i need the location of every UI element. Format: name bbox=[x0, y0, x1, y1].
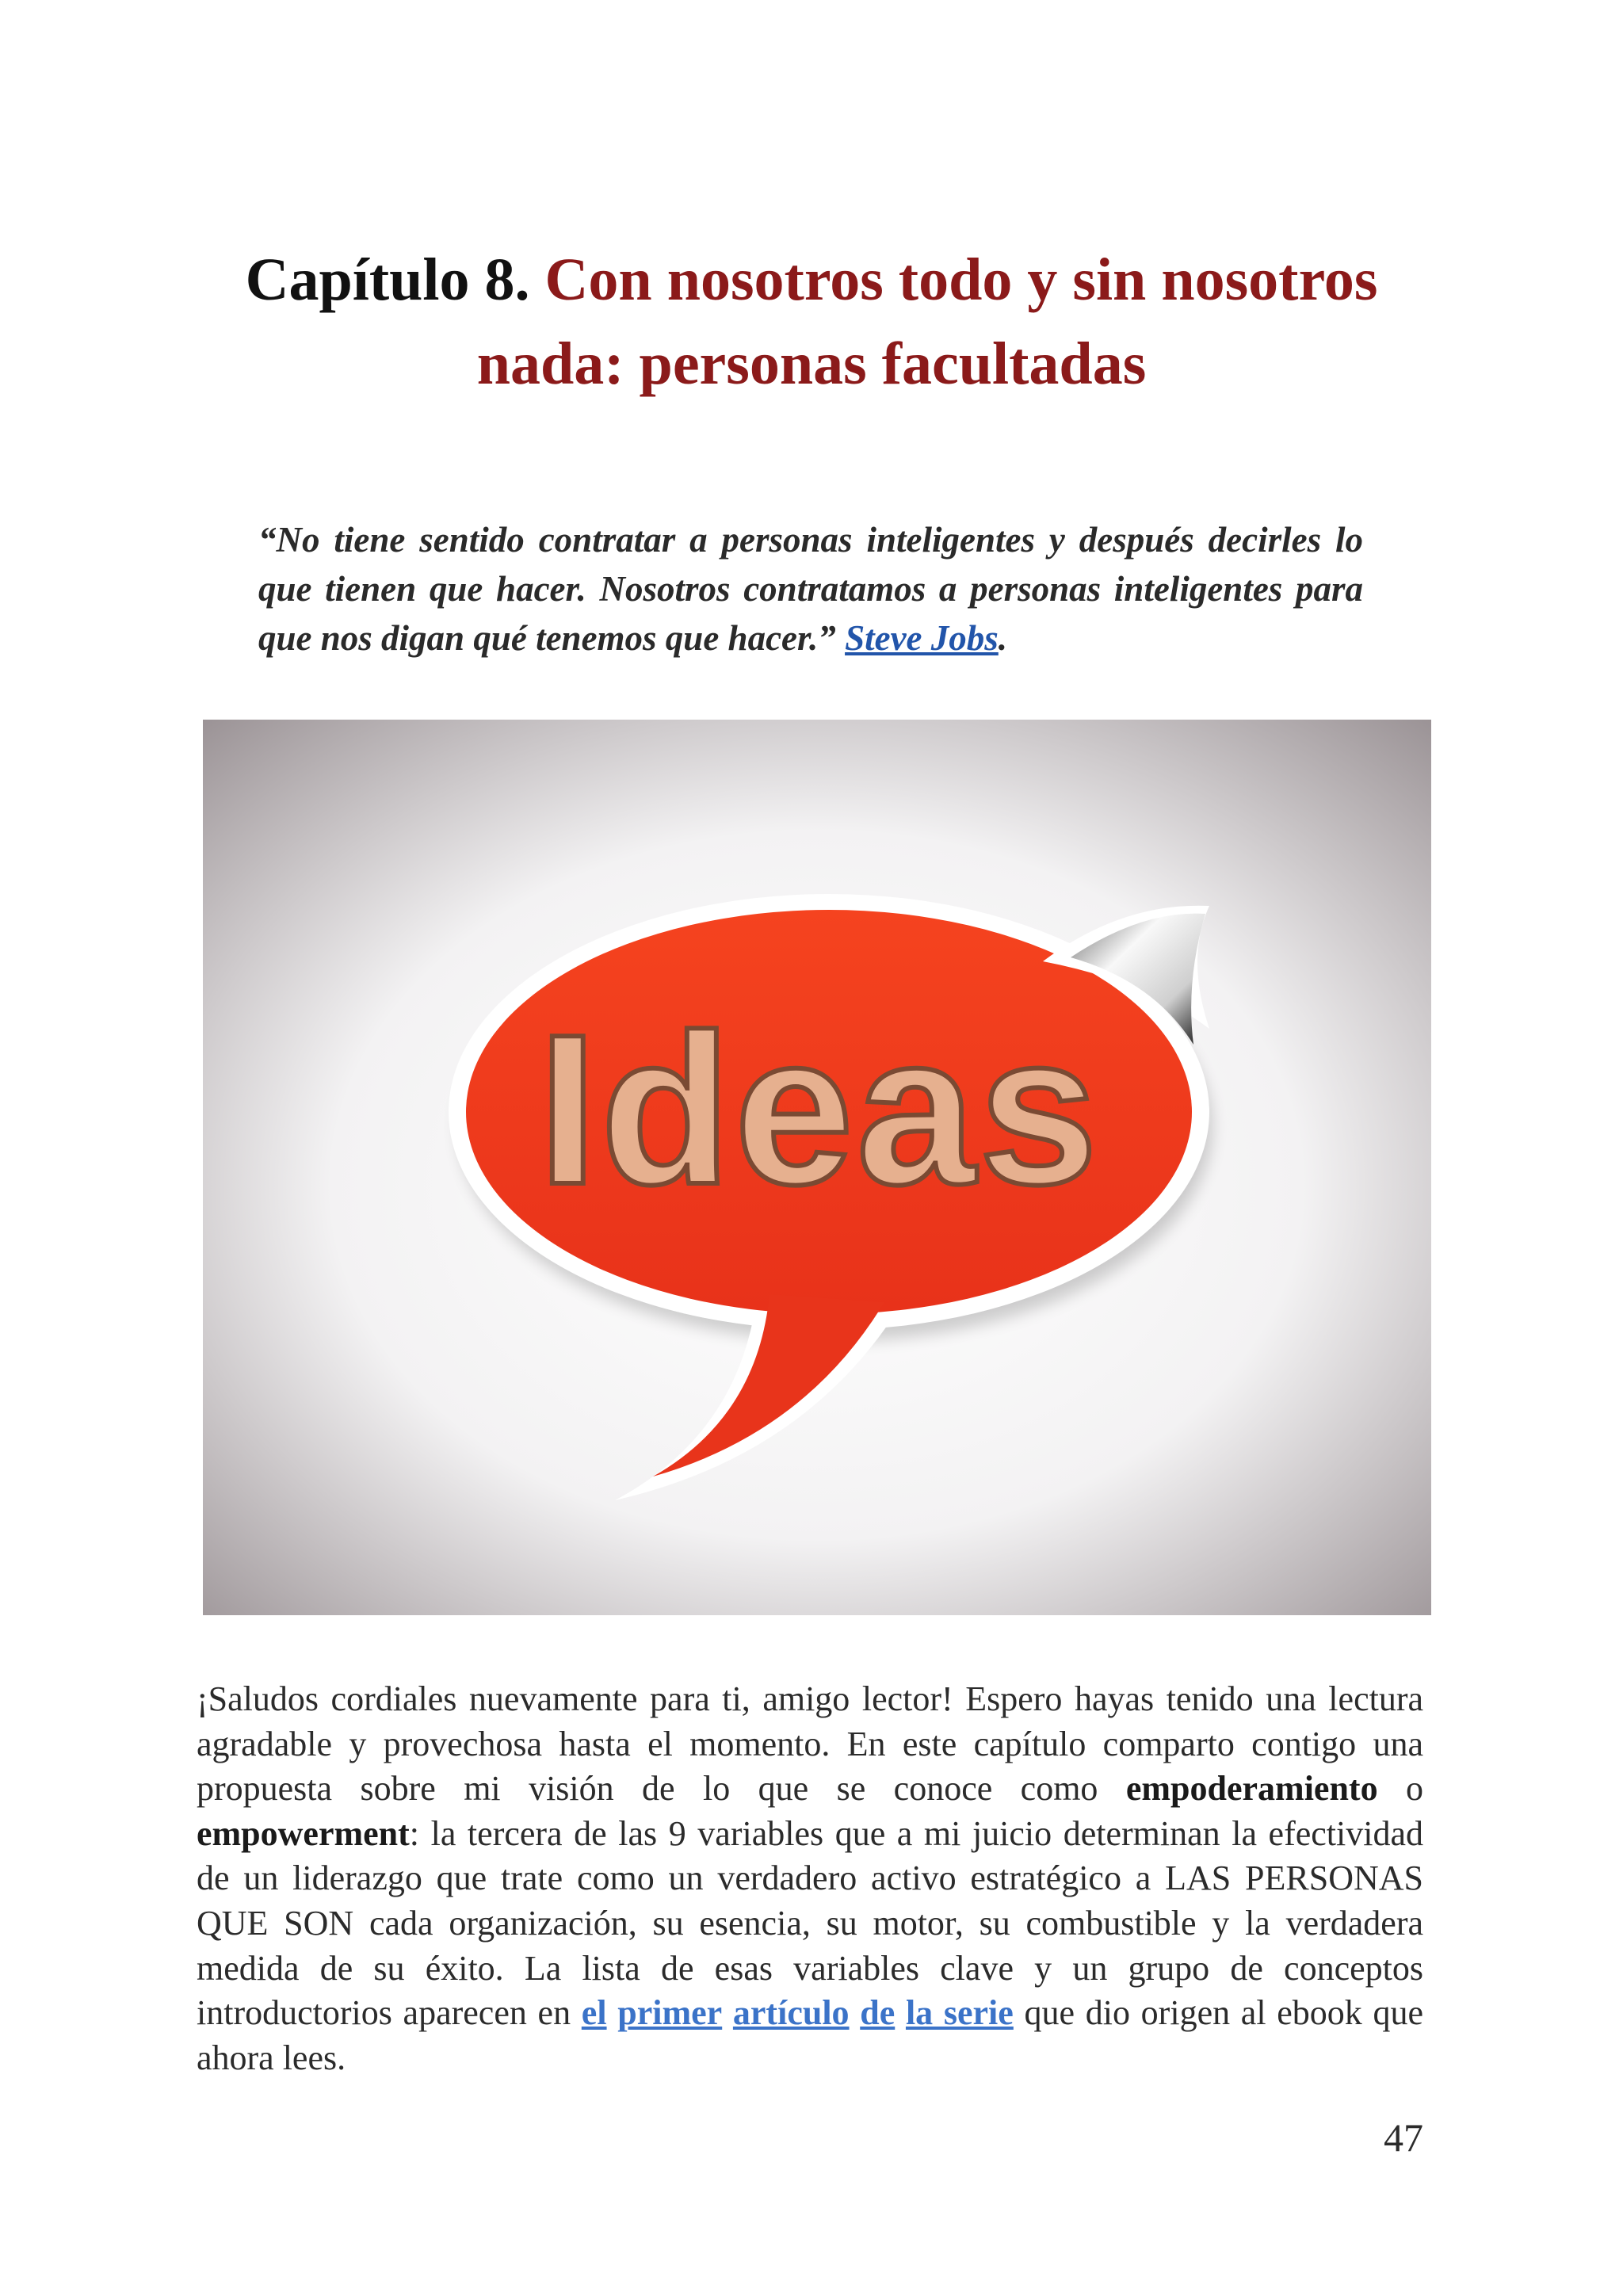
chapter-title-line1: Con nosotros todo y sin nosotros bbox=[544, 246, 1378, 313]
quote-end: . bbox=[998, 618, 1008, 658]
page-number: 47 bbox=[1384, 2115, 1423, 2160]
link-articulo[interactable]: artículo bbox=[732, 1993, 850, 2033]
link-la-serie[interactable]: la serie bbox=[905, 1993, 1014, 2033]
quote-text: “No tiene sentido contratar a personas inteligentes y después decirles lo que tienen que hacer. Nosotros contratamos a personas inteligentes para que nos digan qué tenemos que hacer.” bbox=[258, 520, 1363, 658]
body-paragraph bbox=[197, 1677, 1423, 2080]
ideas-bubble-text: Ideas bbox=[537, 991, 1102, 1229]
body-end: que dio origen al ebook que ahora lees. bbox=[197, 1993, 1424, 2077]
chapter-title bbox=[158, 238, 1465, 406]
body-conjunction: o bbox=[1406, 1769, 1423, 1809]
link-el[interactable]: el bbox=[581, 1993, 607, 2033]
term-empowerment: empowerment bbox=[197, 1813, 410, 1853]
link-primer[interactable]: primer bbox=[617, 1993, 723, 2033]
term-empoderamiento: empoderamiento bbox=[1125, 1769, 1378, 1809]
ideas-speech-bubble-image bbox=[203, 720, 1431, 1615]
chapter-title-line2: nada: personas facultadas bbox=[476, 330, 1147, 397]
body-middle: : la tercera de las 9 variables que a mi juicio determinan la efectividad de un liderazgo que trate como un verdadero activo estratégico a LAS PERSONAS QUE SON cada organización, su esencia, su motor, su combustible y la verdadera medida de su éxito. La lista de esas variables clave y un grupo de conceptos introductorios aparecen en bbox=[197, 1813, 1423, 2033]
epigraph-quote bbox=[258, 515, 1363, 663]
link-de[interactable]: de bbox=[860, 1993, 896, 2033]
steve-jobs-link[interactable]: Steve Jobs bbox=[845, 618, 999, 658]
body-intro: ¡Saludos cordiales nuevamente para ti, amigo lector! Espero hayas tenido una lectura agradable y provechosa hasta el momento. En este capítulo comparto contigo una propuesta sobre mi visión de lo que se conoce como bbox=[197, 1679, 1423, 1809]
chapter-label: Capítulo 8. bbox=[245, 246, 530, 313]
